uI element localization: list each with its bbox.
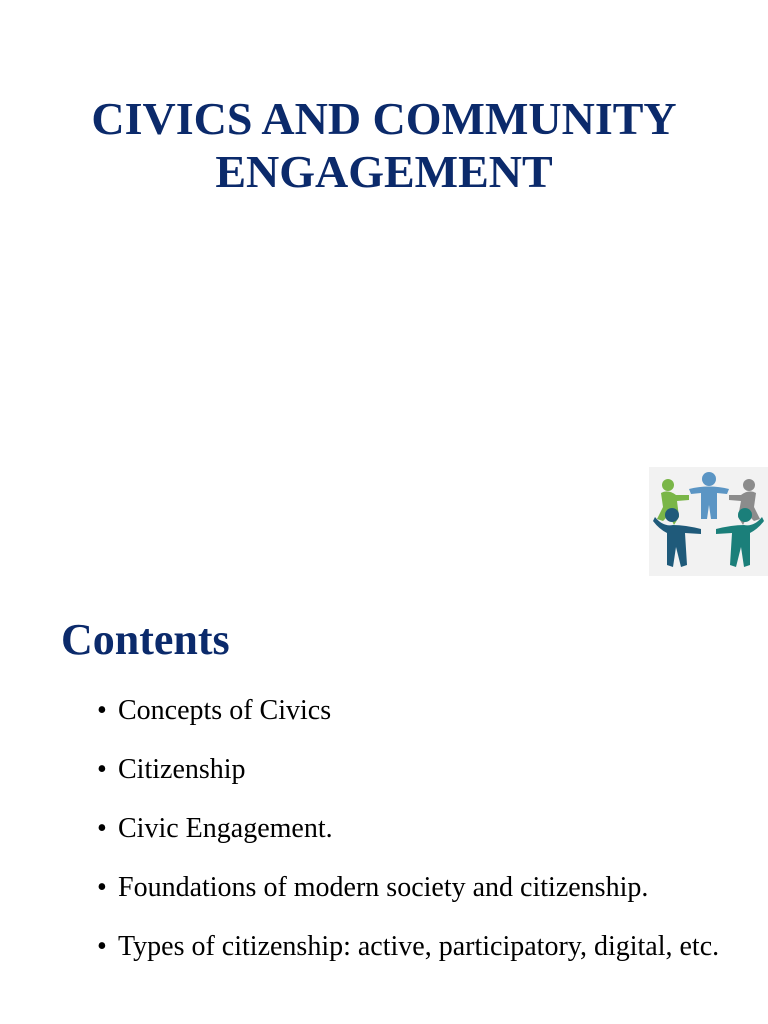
slide-title — [0, 92, 768, 198]
bullet-icon: • — [97, 931, 107, 962]
list-item-text: Foundations of modern society and citizenship. — [118, 872, 649, 903]
slide-title-line-2: ENGAGEMENT — [215, 146, 553, 197]
list-item — [0, 743, 768, 797]
bullet-icon: • — [97, 695, 107, 726]
contents-list — [0, 684, 768, 979]
bullet-icon: • — [97, 813, 107, 844]
community-people-circle-icon — [649, 467, 768, 576]
list-item — [0, 861, 768, 915]
list-item-text: Citizenship — [118, 754, 246, 785]
bullet-icon: • — [97, 872, 107, 903]
list-item — [0, 802, 768, 856]
list-item — [0, 684, 768, 738]
list-item-text: Civic Engagement. — [118, 813, 333, 844]
bullet-icon: • — [97, 754, 107, 785]
list-item-text: Concepts of Civics — [118, 695, 332, 726]
list-item-text: Types of citizenship: active, participatory, digital, etc. — [118, 931, 720, 962]
list-item — [0, 920, 768, 974]
contents-heading: Contents — [61, 615, 230, 664]
slide-title-line-1: CIVICS AND COMMUNITY — [91, 93, 677, 144]
